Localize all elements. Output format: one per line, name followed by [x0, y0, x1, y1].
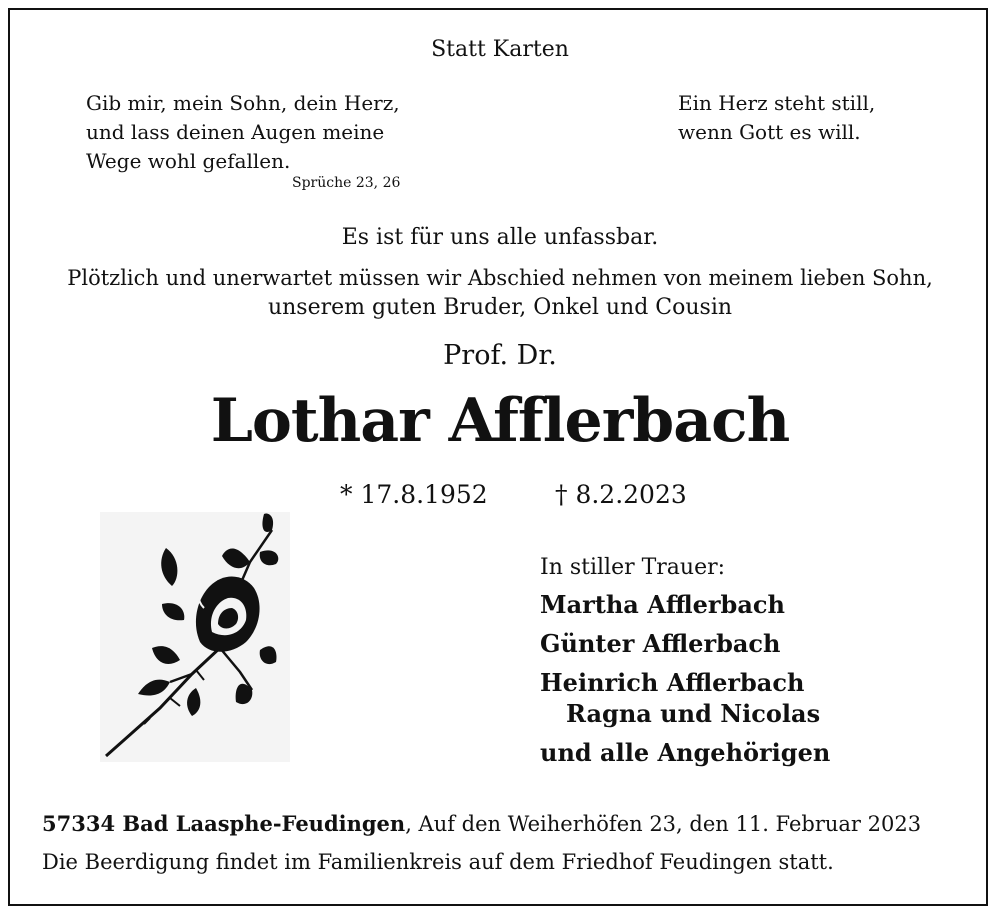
intro-line: Es ist für uns alle unfassbar.	[341, 225, 659, 250]
mourner-name: Ragna und Nicolas	[566, 699, 821, 728]
mourner-name: Günter Afflerbach	[540, 629, 781, 658]
rose-icon	[100, 512, 290, 762]
funeral-notice: Die Beerdigung findet im Familienkreis auf dem Friedhof Feudingen statt.	[42, 850, 834, 874]
address-details: , Auf den Weiherhöfen 23, den 11. Februar 2023	[405, 812, 922, 836]
mourner-name: Martha Afflerbach	[540, 590, 785, 619]
verse-left-line: Wege wohl gefallen.	[86, 149, 291, 173]
address-line	[42, 808, 921, 840]
verse-source: Sprüche 23, 26	[292, 175, 401, 191]
mourners-heading: In stiller Trauer:	[540, 555, 726, 580]
address-place: 57334 Bad Laasphe-Feudingen	[42, 811, 406, 836]
verse-left-line: und lass deinen Augen meine	[86, 120, 385, 144]
death-date: † 8.2.2023	[555, 480, 687, 509]
verse-left-line: Gib mir, mein Sohn, dein Herz,	[86, 91, 400, 115]
mourner-name: Heinrich Afflerbach	[540, 668, 805, 697]
verse-right-line: Ein Herz steht still,	[678, 91, 876, 115]
deceased-name: Lothar Afflerbach	[210, 386, 790, 456]
verse-right-line: wenn Gott es will.	[678, 120, 861, 144]
intro-line: Plötzlich und unerwartet müssen wir Abschied nehmen von meinem lieben Sohn,	[67, 266, 933, 290]
mourner-name: und alle Angehörigen	[540, 738, 831, 767]
intro-line: unserem guten Bruder, Onkel und Cousin	[267, 295, 733, 320]
statt-karten: Statt Karten	[431, 37, 569, 62]
birth-date: * 17.8.1952	[340, 480, 488, 509]
academic-title: Prof. Dr.	[443, 340, 557, 371]
